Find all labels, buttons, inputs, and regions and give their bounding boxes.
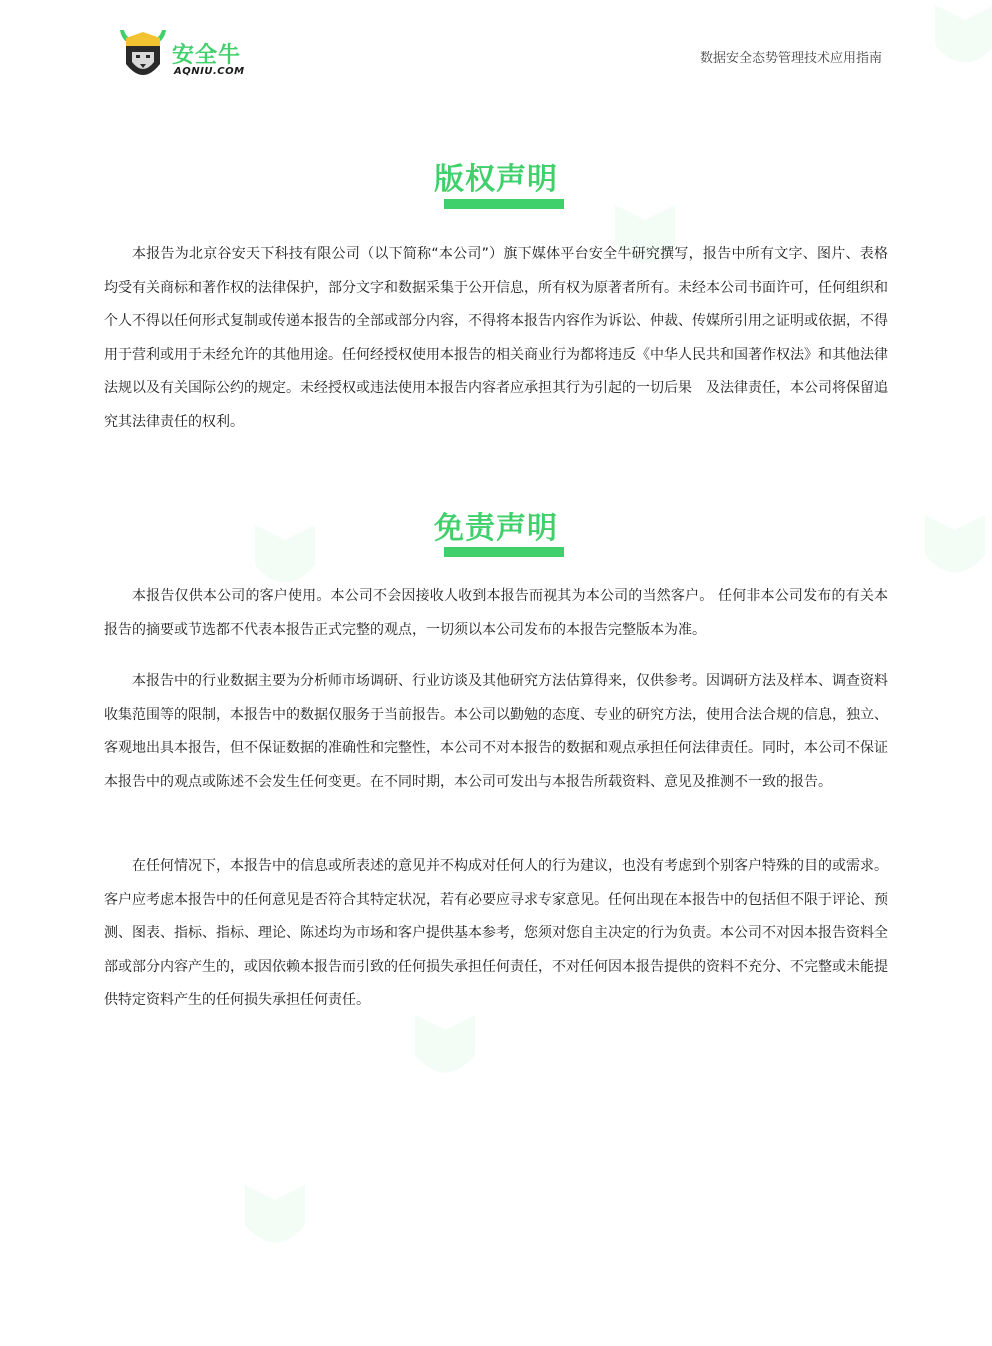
disclaimer-heading-text: 免责声明	[434, 511, 558, 546]
copyright-heading-text: 版权声明	[434, 162, 558, 197]
disclaimer-paragraph: 本报告仅供本公司的客户使用。本公司不会因接收人收到本报告而视其为本公司的当然客户。 任何非本公司发布的有关本报告的摘要或节选都不代表本报告正式完整的观点，一切须以本公司发布的本报告完整版本为准。	[104, 588, 888, 638]
disclaimer-paragraph: 在任何情况下，本报告中的信息或所表述的意见并不构成对任何人的行为建议，也没有考虑到个别客户特殊的目的或需求。客户应考虑本报告中的任何意见是否符合其特定状况，若有必要应寻求专家意见。任何出现在本报告中的包括但不限于评论、预测、图表、指标、指标、理论、陈述均为市场和客户提供基本参考，您须对您自主决定的行为负责。本公司不对因本报告资料全部或部分内容产生的，或因依赖本报告而引致的任何损失承担任何责任，不对任何因本报告提供的资料不充分、不完整或未能提供特定资料产生的任何损失承担任何责任。	[104, 858, 888, 1008]
copyright-heading	[0, 154, 992, 198]
watermark-logo-icon	[240, 1180, 310, 1260]
copyright-heading-underline	[444, 199, 564, 209]
document-title: 数据安全态势管理技术应用指南	[699, 51, 882, 66]
brand-logo	[118, 28, 248, 88]
bull-shield-icon	[118, 28, 168, 86]
disclaimer-paragraph: 本报告中的行业数据主要为分析师市场调研、行业访谈及其他研究方法估算得来，仅供参考。因调研方法及样本、调查资料收集范围等的限制，本报告中的数据仅服务于当前报告。本公司以勤勉的态度、专业的研究方法，使用合法合规的信息，独立、客观地出具本报告，但不保证数据的准确性和完整性，本公司不对本报告的数据和观点承担任何法律责任。同时，本公司不保证本报告中的观点或陈述不会发生任何变更。在不同时期，本公司可发出与本报告所载资料、意见及推测不一致的报告。	[104, 673, 888, 790]
brand-domain: AQNIU.COM	[174, 66, 245, 77]
watermark-logo-icon	[410, 1010, 480, 1090]
disclaimer-heading	[0, 503, 992, 547]
page-header	[0, 0, 992, 100]
brand-name: 安全牛	[172, 43, 242, 68]
copyright-paragraph: 本报告为北京谷安天下科技有限公司（以下简称“本公司”）旗下媒体平台安全牛研究撰写，报告中所有文字、图片、表格均受有关商标和著作权的法律保护，部分文字和数据采集于公开信息，所有权为原著者所有。未经本公司书面许可，任何组织和个人不得以任何形式复制或传递本报告的全部或部分内容，不得将本报告内容作为诉讼、仲裁、传媒所引用之证明或依据，不得用于营利或用于未经允许的其他用途。任何经授权使用本报告的相关商业行为都将违反《中华人民共和国著作权法》和其他法律法规以及有关国际公约的规定。未经授权或违法使用本报告内容者应承担其行为引起的一切后果 及法律责任，本公司将保留追究其法律责任的权利。	[104, 246, 888, 430]
disclaimer-heading-underline	[444, 547, 564, 557]
